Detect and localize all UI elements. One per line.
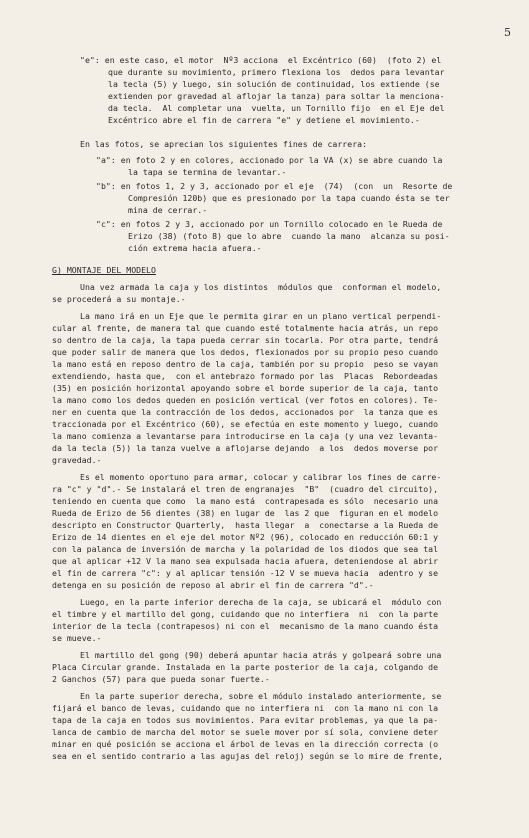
text-line: mina de cerrar.- — [128, 205, 208, 215]
text-line: Compresión 120b) que es presionado por la tapa cuando ésta se ter — [128, 193, 450, 203]
text-line: cular al frente, de manera tal que cuando esté totalmente hacia atrás, un repo — [52, 323, 439, 333]
section-heading: G) MONTAJE DEL MODELO — [52, 265, 156, 275]
text-line: Erizo (38) (foto 8) que lo abre cuando la mano alcanza su posi- — [128, 231, 450, 241]
text-line: el timbre y el martillo del gong, cuidando que no interfiera ni con la parte — [52, 609, 439, 619]
text-line: Placa Circular grande. Instalada en la parte posterior de la caja, colgando de — [52, 662, 439, 672]
text-line: Rueda de Erizo de 56 dientes (38) en lugar de las 2 que figuran en el modelo — [52, 508, 439, 518]
text-line: la tapa se termina de levantar.- — [128, 167, 287, 177]
text-line: detenga en su posición de reposo al abrir el fin de carrera "d".- — [52, 580, 374, 590]
text-line: "e": en este caso, el motor Nº3 acciona el Excéntrico (60) (foto 2) el — [80, 55, 442, 65]
text-line: extienden por gravedad al aflojar la tanza) para soltar la menciona- — [108, 91, 445, 101]
text-line: se mueve.- — [52, 633, 102, 643]
text-line: 2 Ganchos (57) para que pueda sonar fuerte.- — [52, 674, 270, 684]
text-line: la mano comienza a levantarse para introducirse en la caja (y una vez levanta- — [52, 431, 439, 441]
text-line: da tecla. Al completar una vuelta, un Tornillo fijo en el Eje del — [108, 103, 445, 113]
text-line: descripto en Constructor Quarterly, hasta llegar a conectarse a la Rueda de — [52, 520, 439, 530]
text-line: con la palanca de inversión de marcha y la polaridad de los diodos que sea tal — [52, 544, 439, 554]
text-line: (35) en posición horizontal apoyando sobre el borde superior de la caja, tanto — [52, 383, 439, 393]
text-line: tapa de la caja en todos sus movimientos. Para evitar problemas, ya que la pa- — [52, 715, 439, 725]
text-line: que durante su movimiento, primero flexiona los dedos para levantar — [108, 67, 445, 77]
text-line: "c": en fotos 2 y 3, accionado por un Tornillo colocado en le Rueda de — [96, 219, 443, 229]
text-line: Una vez armada la caja y los distintos módulos que conforman el modelo, — [80, 282, 442, 292]
text-line: teniendo en cuenta que como la mano está contrapesada es sólo necesario una — [52, 496, 439, 506]
text-line: En las fotos, se aprecian los siguientes fines de carrera: — [80, 139, 368, 149]
text-line: la mano como los dedos queden en posición vertical (ver fotos en colores). Te- — [52, 395, 439, 405]
text-line: que poder salir de manera que los dedos, flexionados por su propio peso cuando — [52, 347, 439, 357]
text-line: la mano está en reposo dentro de la caja, también por su propio peso se vayan — [52, 359, 439, 369]
page-number: 5 — [504, 26, 511, 39]
text-line: Luego, en la parte inferior derecha de la caja, se ubicará el módulo con — [80, 597, 442, 607]
text-line: la tecla (5) y luego, sin solución de continuidad, los extiende (se — [108, 79, 440, 89]
text-line: que al aplicar +12 V la mano sea expulsada hacia afuera, deteniendose al abrir — [52, 556, 439, 566]
text-line: se procederá a su montaje.- — [52, 294, 186, 304]
text-line: ción extrema hacia afuera.- — [128, 243, 262, 253]
text-line: da la tecla (5)) la tanza vuelve a aflojarse dejando a los dedos moverse por — [52, 443, 439, 453]
text-line: el fin de carrera "c": y al aplicar tensión -12 V se mueva hacia adentro y se — [52, 568, 439, 578]
text-line: ner en cuenta que la contracción de los dedos, accionados por la tanza que es — [52, 407, 439, 417]
text-line: ra "c" y "d".- Se instalará el tren de engranajes "B" (cuadro del circuito), — [52, 484, 439, 494]
text-line: El martillo del gong (90) deberá apuntar hacia atrás y golpeará sobre una — [80, 650, 442, 660]
text-line: "b": en fotos 1, 2 y 3, accionado por el eje (74) (con un Resorte de — [96, 181, 453, 191]
text-line: lanca de cambio de marcha del motor se suele mover por sí sola, conviene deter — [52, 727, 439, 737]
text-line: La mano irá en un Eje que le permita girar en un plano vertical perpendi- — [80, 311, 442, 321]
text-line: gravedad.- — [52, 455, 102, 465]
text-line: traccionada por el Excéntrico (60), se efectúa en este momento y luego, cuando — [52, 419, 439, 429]
text-line: Es el momento oportuno para armar, colocar y calibrar los fines de carre- — [80, 472, 442, 482]
text-line: Erizo de 14 dientes en el eje del motor Nº2 (96), colocado en reducción 60:1 y — [52, 532, 439, 542]
text-line: minar en qué posición se acciona el árbol de levas en la dirección correcta (o — [52, 739, 439, 749]
text-line: sea en el sentido contrario a las agujas del reloj) según se lo mire de frente, — [52, 751, 443, 761]
text-line: Excéntrico abre el fin de carrera "e" y detiene el movimiento.- — [108, 115, 420, 125]
text-line: En la parte superior derecha, sobre el módulo instalado anteriormente, se — [80, 691, 442, 701]
text-line: so dentro de la caja, la tapa pueda cerrar sin tocarla. Por otra parte, tendrá — [52, 335, 439, 345]
text-line: fijará el banco de levas, cuidando que no interfiera ni con la mano ni con la — [52, 703, 439, 713]
text-line: "a": en foto 2 y en colores, accionado por la VA (x) se abre cuando la — [96, 155, 443, 165]
text-line: interior de la tecla (contrapesos) ni con el mecanismo de la mano cuando ésta — [52, 621, 439, 631]
text-line: extendiendo, hasta que, con el antebrazo formado por las Placas Rebordeadas — [52, 371, 439, 381]
